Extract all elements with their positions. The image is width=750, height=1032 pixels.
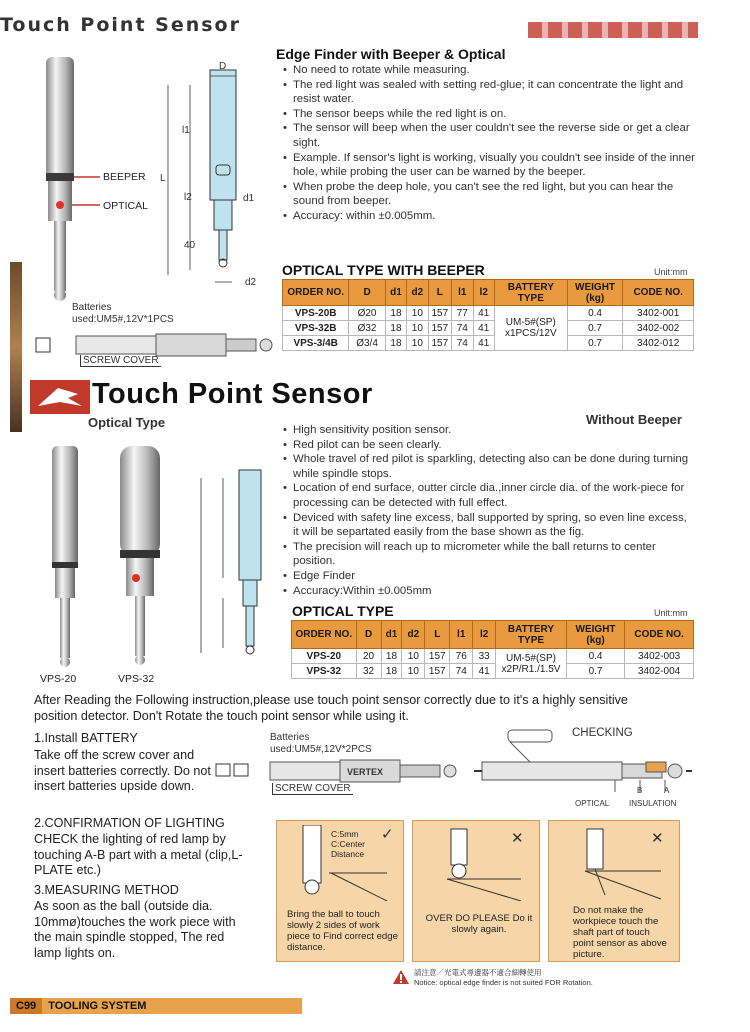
beeper-label: BEEPER [103,171,146,183]
cell: 3402-003 [625,649,694,664]
battery-line: x2P/R1./1.5V [501,663,561,675]
table2-title: OPTICAL TYPE [292,603,394,619]
battery-line: UM-5#(SP) [505,317,556,328]
cell: 157 [425,664,450,679]
bullet-item: • The sensor beeps while the red light is on. [283,107,695,122]
cell: 18 [385,321,406,336]
bullet-item: • The red light was sealed with setting red-glue; it can concentrate the light and resist water. [283,78,695,107]
header-decoration [528,22,698,38]
bullet-item: • Location of end surface, outter circle dia.,inner circle dia. of the work-piece for processing can be detected with full effect. [283,481,691,510]
panel3-text: Do not make the workpiece touch the shaft part of touch point sensor as above picture. [573,905,667,960]
batteries-spec-2: used:UM5#,12V*2PCS [270,744,372,755]
th-d2: d2 [402,621,425,649]
checking-label: CHECKING [572,727,633,739]
cell: 157 [428,321,452,336]
cell: 0.4 [567,306,623,321]
cell: 3402-012 [623,336,694,351]
probe-label-vps32: VPS-32 [118,673,155,685]
bullet-item: • Accuracy: within ±0.005mm. [283,209,695,224]
cell: 74 [452,321,473,336]
cell: 41 [473,306,494,321]
th-weight: WEIGHT (kg) [566,621,624,649]
battery-cell [496,649,567,679]
dim-l2: l2 [184,192,192,203]
cell: 18 [381,649,402,664]
batteries-label-2: Batteries [270,732,310,743]
cross-mark-icon: ✕ [511,830,524,847]
cell: 3402-004 [625,664,694,679]
bullet-item: • Whole travel of red pilot is sparkling, detecting also can be done during turning while spindle stops. [283,452,691,481]
step2-text: CHECK the lighting of red lamp by touching A-B part with a metal (clip,L-PLATE etc.) [34,832,243,877]
table1-title: OPTICAL TYPE WITH BEEPER [282,262,485,278]
cell: 74 [450,664,473,679]
th-l2: l2 [473,280,494,306]
step1-text: Take off the screw cover and insert batteries correctly. Do not insert batteries upside down. [34,748,211,793]
step3-text: As soon as the ball (outside dia. 10mmø)touches the work piece with the main spindle stopped, The red lamp lights on. [34,899,236,960]
th-l2: l2 [473,621,496,649]
cell: 10 [402,649,425,664]
screw-cover-label-2: SCREW COVER [272,783,353,795]
cell: 157 [425,649,450,664]
warning-icon [392,969,410,985]
panel1-top-text: C:5mm C:Center Distance [331,829,366,859]
cell: 41 [473,664,496,679]
probe-label-vps20: VPS-20 [40,673,77,685]
notice-line-1: 請注意／光電式尋邊器不適合細轉使用 [414,968,542,977]
cell: Ø20 [349,306,385,321]
screw-cover-label: SCREW COVER [80,355,161,367]
cell: 41 [473,321,494,336]
table-row [283,321,694,336]
cross-mark-icon: ✕ [651,830,664,847]
cell: 18 [385,336,406,351]
method-panel-3 [548,820,680,962]
dim-d2: d2 [245,277,257,288]
cell: 157 [428,306,452,321]
th-D: D [349,280,385,306]
bullet-item: • High sensitivity position sensor. [283,423,691,438]
step3-title: 3.MEASURING METHOD [34,883,179,897]
edge-finder-bullets [283,63,695,224]
cell: VPS-32 [292,664,357,679]
bullet-item: • The sensor will beep when the user couldn't see the reverse side or get a clear sight. [283,121,695,150]
a-label: A [664,786,670,795]
th-order: ORDER NO. [283,280,349,306]
cell: 74 [452,336,473,351]
table-optical-beeper [282,279,694,351]
bullet-item: • Red pilot can be seen clearly. [283,438,691,453]
th-weight: WEIGHT (kg) [567,280,623,306]
battery-cell [494,306,567,351]
checking-illustration [470,726,692,798]
table-row [283,336,694,351]
instructions-intro: After Reading the Following instruction,please use touch point sensor correctly due to it's a highly sensitive position detector. Don't Rotate the touch point sensor while using it. [34,693,628,723]
optical-type-subhead: Optical Type [88,415,166,430]
cell: 76 [450,649,473,664]
cell: 3402-002 [623,321,694,336]
th-d2: d2 [407,280,428,306]
dim-L: L [160,173,166,184]
panel2-text: OVER DO PLEASE Do it slowly again. [425,913,533,935]
bullet-item: • Example. If sensor's light is working, visually you couldn't see inside of the inner hole, while probing the user can be warned by the beeper. [283,151,695,180]
cell: 18 [381,664,402,679]
cell: 157 [428,336,452,351]
touch-point-title: Touch Point Sensor [92,378,373,410]
cell: VPS-32B [283,321,349,336]
cell: 10 [407,336,428,351]
battery-line: x1PCS/12V [504,328,557,339]
optical-label: OPTICAL [103,200,148,212]
bullet-item: • The precision will reach up to micrometer while the ball returns to center position. [283,540,691,569]
cell: 18 [385,306,406,321]
th-code: CODE NO. [625,621,694,649]
table-row [292,649,694,664]
table-row [292,664,694,679]
cell: 0.7 [566,664,624,679]
th-L: L [425,621,450,649]
dim-40: 40 [184,240,196,251]
b-label: B [637,786,643,795]
cell: 20 [356,649,381,664]
method-panel-2 [412,820,540,962]
bullet-item: • Accuracy:Within ±0.005mm [283,584,691,599]
bullet-item: • No need to rotate while measuring. [283,63,695,78]
th-code: CODE NO. [623,280,694,306]
method-panel-1 [276,820,404,962]
th-l1: l1 [450,621,473,649]
battery-line: UM-5#(SP) [505,652,556,664]
th-d1: d1 [385,280,406,306]
batteries-spec: used:UM5#,12V*1PCS [72,314,174,325]
bullet-item: • Edge Finder [283,569,691,584]
cell: 10 [402,664,425,679]
optical-check-label: OPTICAL [575,799,610,808]
cell: 32 [356,664,381,679]
check-mark-icon: ✓ [381,826,394,843]
cell: 3402-001 [623,306,694,321]
th-D: D [356,621,381,649]
footer-label: TOOLING SYSTEM [48,1000,147,1012]
cell: 77 [452,306,473,321]
th-L: L [428,280,452,306]
svg-text:VERTEX: VERTEX [347,767,384,777]
dim-l1: l1 [182,125,190,136]
step1-title: 1.Install BATTERY [34,731,138,745]
notice-line-2: Notice: optical edge finder is not suited FOR Rotation. [414,978,593,987]
panel1-text: Bring the ball to touch slowly 2 sides of work piece to Find correct edge distance. [287,909,398,953]
dim-d1: d1 [243,193,255,204]
edge-finder-dimension-drawing [160,60,272,290]
panel3-diagram [565,825,665,901]
eagle-logo-icon [30,380,90,414]
touch-point-dimension-drawing [195,458,275,668]
table2-unit: Unit:mm [654,608,688,618]
header-title: Touch Point Sensor [0,14,241,36]
bullet-item: • Deviced with safety line excess, ball supported by spring, so even line excess, it will be separtated easily from the base shown as the fig. [283,511,691,540]
cell: 41 [473,336,494,351]
cell: 0.4 [566,649,624,664]
th-battery: BATTERY TYPE [496,621,567,649]
touch-point-bullets [283,423,691,598]
cell: Ø32 [349,321,385,336]
table-optical [291,620,694,679]
insulation-label: INSULATION [629,799,677,808]
cell: VPS-20B [283,306,349,321]
batteries-label: Batteries [72,302,112,313]
cell: 0.7 [567,321,623,336]
footer [10,998,302,1014]
th-d1: d1 [381,621,402,649]
edge-finder-title: Edge Finder with Beeper & Optical [276,46,506,62]
step2-title: 2.CONFIRMATION OF LIGHTING [34,816,225,830]
side-photo-strip [10,262,22,432]
cell: 10 [407,321,428,336]
cell: 0.7 [567,336,623,351]
panel2-diagram [433,825,523,901]
cell: Ø3/4 [349,336,385,351]
cell: 10 [407,306,428,321]
table-row [283,306,694,321]
touch-point-probes-illustration [40,440,190,675]
table1-unit: Unit:mm [654,267,688,277]
cell: 33 [473,649,496,664]
dim-D: D [219,61,227,72]
without-beeper-subhead: Without Beeper [586,412,682,427]
battery-install-illustration [212,756,462,786]
th-l1: l1 [452,280,473,306]
th-order: ORDER NO. [292,621,357,649]
footer-page-number: C99 [10,998,42,1014]
bullet-item: • When probe the deep hole, you can't see the red light, but you can hear the sound from beeper. [283,180,695,209]
cell: VPS-20 [292,649,357,664]
cell: VPS-3/4B [283,336,349,351]
th-battery: BATTERY TYPE [494,280,567,306]
